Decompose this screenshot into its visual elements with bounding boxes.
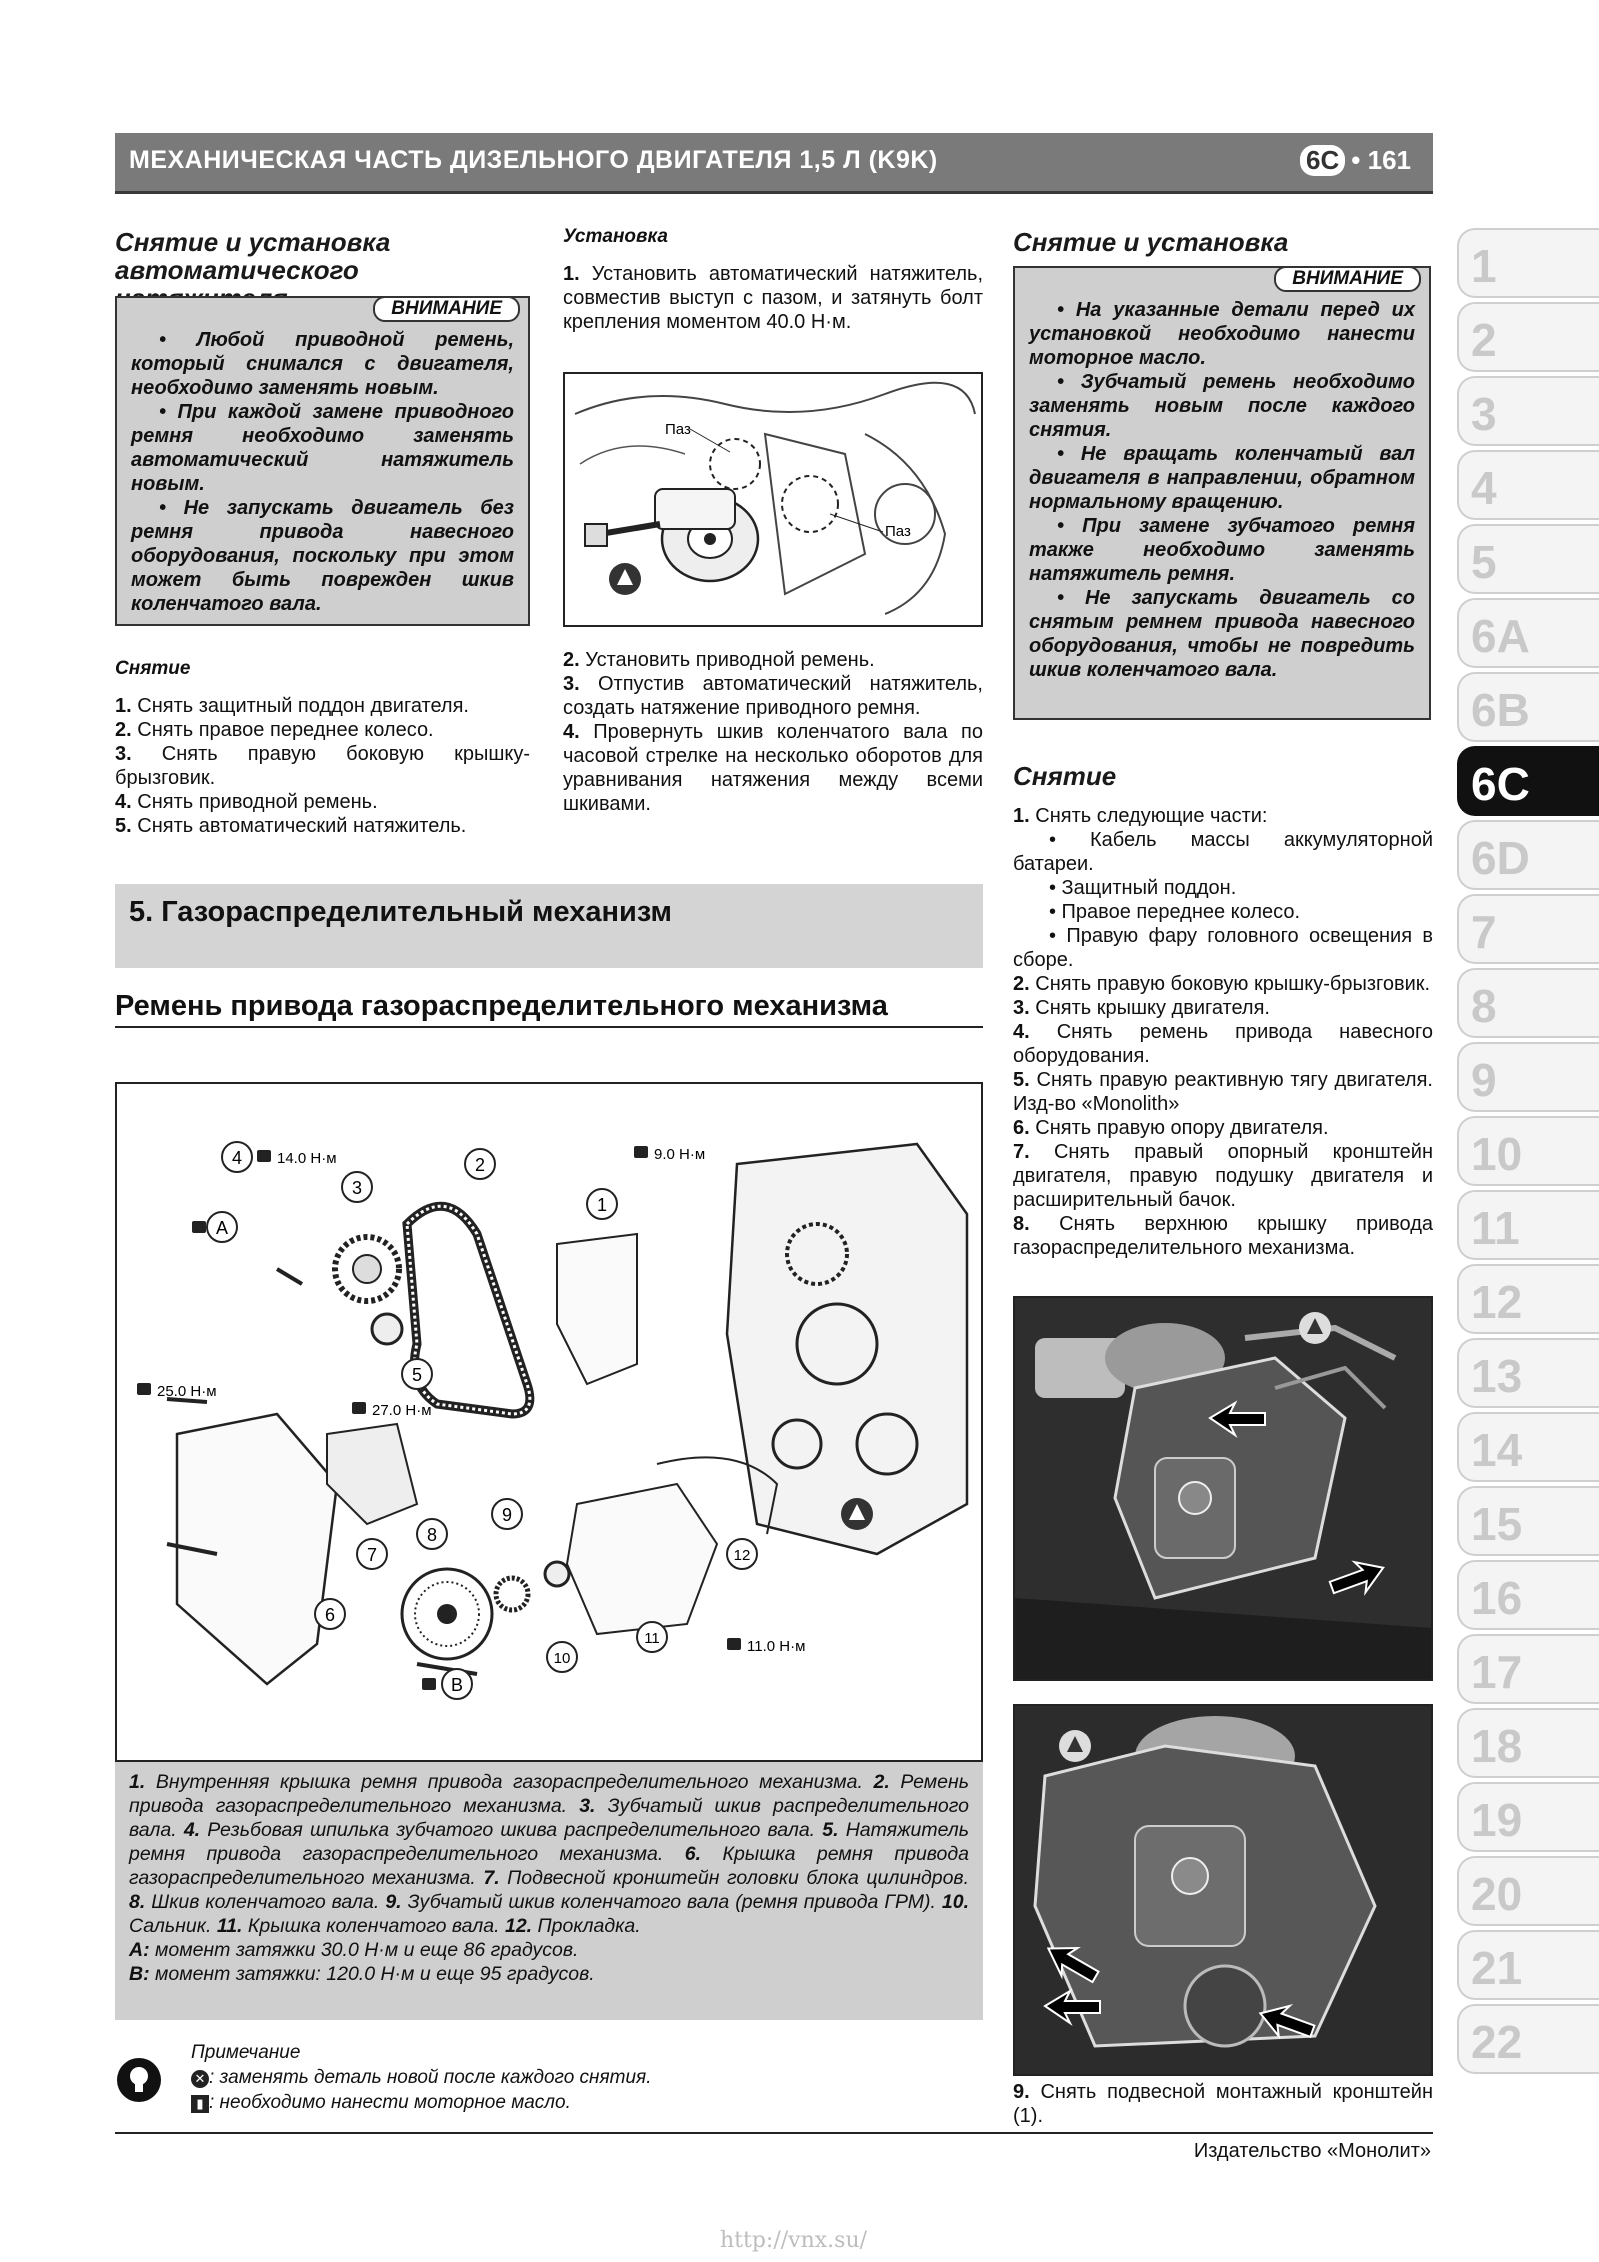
callout-8 [417, 1519, 447, 1549]
caption-number: 3. [579, 1795, 596, 1817]
chapter-tab-21[interactable] [1457, 1930, 1599, 2000]
col3-warning-box [1013, 266, 1431, 720]
step-item: 3. Снять правую боковую крышку-брызговик. [115, 743, 530, 789]
caption-number: A: [129, 1939, 150, 1961]
timing-belt-drawing [117, 1084, 981, 1760]
step-item: 7. Снять правый опорный кронштейн двигателя, правую подушку двигателя и расширительный бачок. [1013, 1141, 1434, 1211]
svg-text:7: 7 [366, 1545, 378, 1565]
torque-label: 14.0 Н·м [277, 1150, 337, 1167]
chapter-tab-label: 6C [1471, 758, 1530, 810]
callout-5 [402, 1359, 432, 1389]
chapter-tab-label: 8 [1471, 980, 1497, 1032]
step-item: 5. Снять правую реактивную тягу двигателя. Изд-во «Monolith» [1013, 1069, 1433, 1115]
step-item: 3. Снять крышку двигателя. [1013, 997, 1270, 1019]
chapter-tab-label: 20 [1471, 1868, 1523, 1920]
warning-label: ВНИМАНИЕ [373, 296, 520, 322]
col2-heading: Установка [563, 226, 668, 247]
fig-label-groove-2: Паз [885, 523, 911, 540]
step-item: 6. Снять правую опору двигателя. [1013, 1117, 1329, 1139]
step-item: 4. Провернуть шкив коленчатого вала по часовой стрелке на несколько оборотов для уравнивания натяжения между всеми шкивами. [563, 721, 983, 815]
chapter-tab-label: 17 [1471, 1646, 1523, 1698]
footer-publisher: Издательство «Монолит» [1193, 2140, 1431, 2162]
engine-photo-1 [1013, 1296, 1433, 1681]
svg-text:6: 6 [324, 1605, 336, 1625]
section-badge: 6C [1300, 145, 1345, 176]
chapter-tab-4[interactable] [1457, 450, 1599, 520]
col1-warning-box [115, 296, 530, 626]
caption-number: 7. [483, 1867, 500, 1889]
chapter-tab-15[interactable] [1457, 1486, 1599, 1556]
caption-item: Сальник. [129, 1915, 212, 1937]
svg-text:1: 1 [596, 1195, 608, 1215]
chapter-tab-7[interactable] [1457, 894, 1599, 964]
note-line-2: ▮ : необходимо нанести моторное масло. [191, 2092, 571, 2114]
bullet-item: • Правую фару головного освещения в сборе. [1013, 925, 1433, 971]
caption-number: 2. [873, 1771, 890, 1793]
warning-item: • Зубчатый ремень необходимо заменять новым после каждого снятия. [1029, 371, 1415, 441]
chapter-tab-label: 18 [1471, 1720, 1523, 1772]
caption-number: 4. [183, 1819, 201, 1841]
chapter-tab-label: 14 [1471, 1424, 1523, 1476]
note-line-1: ✕ : заменять деталь новой после каждого снятия. [191, 2067, 651, 2089]
col1-removal-steps [115, 694, 530, 838]
callout-A [207, 1212, 237, 1242]
chapter-tab-9[interactable] [1457, 1042, 1599, 1112]
chapter-tab-1[interactable] [1457, 228, 1599, 298]
chapter-tab-label: 16 [1471, 1572, 1523, 1624]
caption-number: 11. [216, 1915, 243, 1937]
step-item: 2. Снять правое переднее колесо. [115, 719, 434, 741]
col2-steps [563, 648, 983, 816]
caption-item: Подвесной кронштейн головки блока цилиндров. [507, 1867, 970, 1889]
step-item: 5. Снять автоматический натяжитель. [115, 815, 467, 837]
chapter-tab-6a[interactable] [1457, 598, 1599, 668]
header-title: МЕХАНИЧЕСКАЯ ЧАСТЬ ДИЗЕЛЬНОГО ДВИГАТЕЛЯ 1,5 Л (K9K) [129, 146, 938, 174]
step-item: 3. Отпустив автоматический натяжитель, создать натяжение приводного ремня. [563, 673, 983, 719]
chapter-tab-label: 1 [1471, 240, 1497, 292]
col1-heading: Снятие и установка автоматического [115, 227, 391, 285]
caption-number: 1. [129, 1771, 146, 1793]
torque-label: 27.0 Н·м [372, 1402, 432, 1419]
caption-number: 5. [822, 1819, 839, 1841]
svg-text:B: B [450, 1675, 464, 1695]
footer-rule [115, 2132, 1433, 2134]
engine-photo-2-drawing [1015, 1706, 1431, 2074]
footer-url: http://vnx.su/ [720, 2228, 868, 2253]
caption-item: момент затяжки 30.0 Н·м и еще 86 градусов. [155, 1939, 579, 1961]
col3-heading: Снятие и установка [1013, 227, 1289, 257]
svg-text:11: 11 [644, 1630, 660, 1647]
chapter-tab-label: 7 [1471, 906, 1497, 958]
caption-item: Крышка коленчатого вала. [247, 1915, 500, 1937]
note-block [115, 2042, 983, 2122]
caption-item: Резьбовая шпилька зубчатого шкива распределительного вала. [207, 1819, 816, 1841]
caption-item: момент затяжки: 120.0 Н·м и еще 95 градусов. [155, 1963, 595, 1985]
svg-text:12: 12 [733, 1547, 751, 1564]
caption-number: 9. [385, 1891, 402, 1913]
chapter-tab-3[interactable] [1457, 376, 1599, 446]
torque-label: 11.0 Н·м [747, 1638, 806, 1655]
chapter-tab-label: 11 [1471, 1202, 1520, 1254]
caption-number: B: [129, 1963, 150, 1985]
engine-photo-1-drawing [1015, 1298, 1431, 1679]
col3-step9: 9. Снять подвесной монтажный кронштейн (1). [1013, 2081, 1433, 2127]
section-5-subtitle: Ремень привода газораспределительного механизма [115, 990, 983, 1028]
chapter-tab-11[interactable] [1457, 1190, 1599, 1260]
svg-text:A: A [215, 1218, 229, 1238]
chapter-tab-8[interactable] [1457, 968, 1599, 1038]
callout-12 [727, 1539, 757, 1569]
engine-photo-2 [1013, 1704, 1433, 2076]
bullet-item: • Правое переднее колесо. [1049, 901, 1301, 923]
chapter-tab-label: 4 [1471, 462, 1497, 514]
oil-can-icon: ▮ [191, 2095, 209, 2113]
step-item: 4. Снять ремень привода навесного оборудования. [1013, 1021, 1433, 1067]
chapter-tab-6c[interactable] [1457, 746, 1599, 816]
chapter-tab-6d[interactable] [1457, 820, 1599, 890]
chapter-tab-label: 21 [1471, 1942, 1523, 1994]
callout-7 [357, 1539, 387, 1569]
step-item: 2. Снять правую боковую крышку-брызговик. [1013, 973, 1431, 995]
caption-item: Шкив коленчатого вала. [151, 1891, 380, 1913]
bullet-item: • Кабель массы аккумуляторной батареи. [1013, 829, 1433, 875]
chapter-tab-5[interactable] [1457, 524, 1599, 594]
chapter-tab-20[interactable] [1457, 1856, 1599, 1926]
chapter-tab-label: 2 [1471, 314, 1497, 366]
warning-item: • Не запускать двигатель без ремня привода навесного оборудования, поскольку при этом может быть поврежден шкив коленчатого вала. [131, 497, 514, 615]
chapter-tab-label: 19 [1471, 1794, 1523, 1846]
note-bulb-icon [115, 2056, 163, 2104]
caption-text [129, 1771, 969, 1985]
svg-text:8: 8 [426, 1525, 438, 1545]
callout-9 [492, 1499, 522, 1529]
bullet-item: • Защитный поддон. [1049, 877, 1237, 899]
caption-item: Внутренняя крышка ремня привода газораспределительного механизма. [155, 1771, 863, 1793]
step-item: 8. Снять верхнюю крышку привода газораспределительного механизма. [1013, 1213, 1433, 1259]
callout-3 [342, 1172, 372, 1202]
callout-10 [547, 1642, 577, 1672]
callout-1 [587, 1189, 617, 1219]
chapter-tab-label: 6A [1471, 610, 1530, 662]
chapter-tab-label: 15 [1471, 1498, 1523, 1550]
svg-text:3: 3 [351, 1178, 363, 1198]
note-title: Примечание [191, 2042, 301, 2063]
step-item: 2. Установить приводной ремень. [563, 649, 875, 671]
warning-item: • Не вращать коленчатый вал двигателя в направлении, обратном нормальному вращению. [1029, 443, 1415, 513]
page-number-value: • 161 [1351, 145, 1411, 175]
col3-removal-steps: 1. Снять следующие части: • Кабель массы аккумуляторной батареи. • Защитный поддон. • Правое переднее колесо. • Правую фару головного освещения в сборе. 2. Снять правую боковую крышку-брызговик. 3. Снять крышку двигателя. 4. Снять ремень привода навесного оборудования. 5. Снять правую реактивную тягу двигателя. Изд-во «Monolith» 6. Снять правую опору двигателя. 7. Снять правый опорный кронштейн двигателя, правую подушку двигателя и расширительный бачок. 8. Снять верхнюю крышку привода газораспределительного механизма. [1013, 805, 1434, 1259]
svg-text:10: 10 [553, 1650, 571, 1667]
chapter-tab-label: 5 [1471, 536, 1497, 588]
col3-removal-heading: Снятие [1013, 761, 1117, 791]
chapter-tab-label: 3 [1471, 388, 1497, 440]
replace-part-icon: ✕ [191, 2070, 209, 2088]
diagram-caption [115, 1762, 983, 2020]
step-item: 4. Снять приводной ремень. [115, 791, 378, 813]
chapter-tab-label: 13 [1471, 1350, 1523, 1402]
caption-number: 6. [684, 1843, 702, 1865]
chapter-tab-14[interactable] [1457, 1412, 1599, 1482]
page-number [1300, 145, 1411, 176]
caption-number: 8. [129, 1891, 146, 1913]
torque-label: 25.0 Н·м [157, 1383, 217, 1400]
caption-item: Зубчатый шкив распределительного вала. [129, 1795, 970, 1841]
tensioner-drawing [565, 374, 981, 625]
fig-label-groove-1: Паз [665, 421, 691, 438]
warning-item: • При замене зубчатого ремня также необходимо заменять натяжитель ремня. [1029, 515, 1415, 585]
caption-item: Крышка ремня привода газораспределительного механизма. [129, 1843, 970, 1889]
svg-text:4: 4 [231, 1148, 243, 1168]
callout-6 [315, 1599, 345, 1629]
chapter-tab-label: 10 [1471, 1128, 1523, 1180]
chapter-tab-22[interactable] [1457, 2004, 1599, 2074]
warning-item: • На указанные детали перед их установкой необходимо нанести моторное масло. [1029, 299, 1415, 369]
callout-11 [637, 1622, 667, 1652]
caption-number: 12. [504, 1915, 533, 1937]
svg-text:5: 5 [411, 1365, 423, 1385]
chapter-tab-16[interactable] [1457, 1560, 1599, 1630]
chapter-tab-label: 9 [1471, 1054, 1497, 1106]
chapter-tab-label: 6B [1471, 684, 1530, 736]
warning-item: • При каждой замене приводного ремня необходимо заменять автоматический натяжитель новым. [131, 401, 514, 495]
svg-text:9: 9 [501, 1505, 513, 1525]
col2-step1: 1. Установить автоматический натяжитель, совместив выступ с пазом, и затянуть болт крепления моментом 40.0 Н·м. [563, 263, 983, 333]
caption-item: Ремень привода газораспределительного механизма. [129, 1771, 970, 1817]
section-5-title: 5. Газораспределительный механизм [115, 884, 983, 968]
caption-item: Натяжитель ремня привода газораспределительного механизма. [129, 1819, 970, 1865]
torque-label: 9.0 Н·м [654, 1146, 706, 1163]
step-item: 1. Снять защитный поддон двигателя. [115, 695, 469, 717]
callout-4 [222, 1142, 252, 1172]
warning-item: • Не запускать двигатель со снятым ремнем привода навесного оборудования, чтобы не повредить шкив коленчатого вала. [1029, 587, 1415, 681]
svg-text:2: 2 [474, 1155, 486, 1175]
chapter-tab-6b[interactable] [1457, 672, 1599, 742]
timing-belt-diagram [115, 1082, 983, 1762]
warning-item: • Любой приводной ремень, который снимался с двигателя, необходимо заменять новым. [131, 329, 514, 399]
chapter-tab-13[interactable] [1457, 1338, 1599, 1408]
chapter-tab-18[interactable] [1457, 1708, 1599, 1778]
callout-2 [465, 1149, 495, 1179]
chapter-tab-12[interactable] [1457, 1264, 1599, 1334]
caption-item: Зубчатый шкив коленчатого вала (ремня привода ГРМ). [407, 1891, 936, 1913]
warning-label: ВНИМАНИЕ [1274, 266, 1421, 292]
chapter-tab-label: 12 [1471, 1276, 1523, 1328]
chapter-tab-10[interactable] [1457, 1116, 1599, 1186]
caption-number: 10. [941, 1891, 970, 1913]
chapter-tab-label: 6D [1471, 832, 1530, 884]
chapter-tab-2[interactable] [1457, 302, 1599, 372]
chapter-tab-label: 22 [1471, 2016, 1523, 2068]
chapter-tab-19[interactable] [1457, 1782, 1599, 1852]
chapter-tab-17[interactable] [1457, 1634, 1599, 1704]
col1-removal-heading: Снятие [115, 658, 191, 679]
callout-B [442, 1669, 472, 1699]
tensioner-figure [563, 372, 983, 627]
caption-item: Прокладка. [537, 1915, 641, 1937]
page-header [115, 133, 1433, 194]
